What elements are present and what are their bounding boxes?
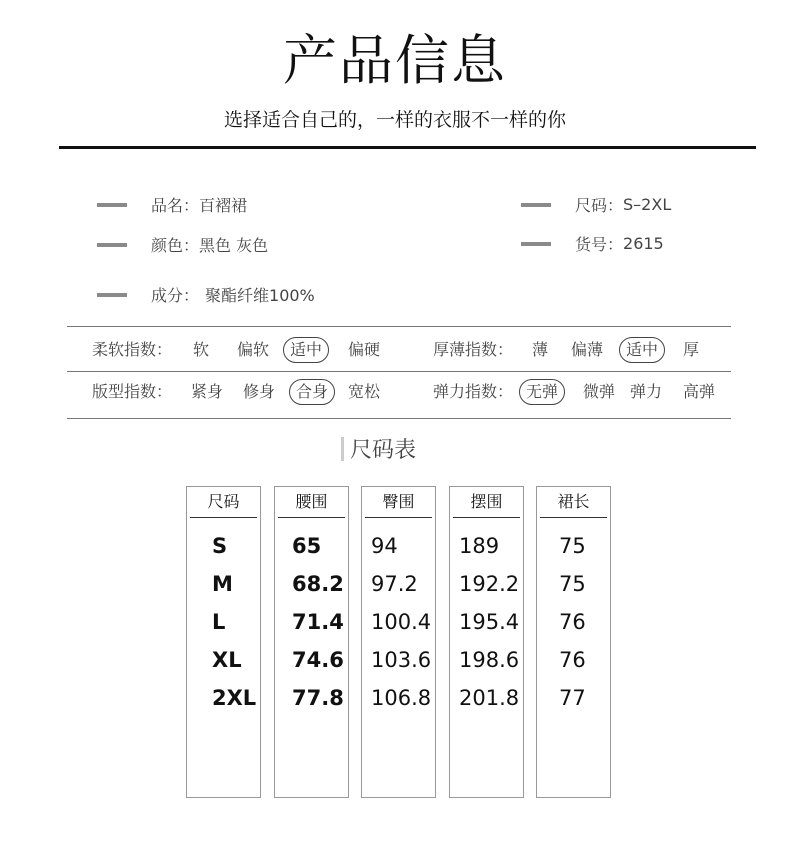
index-thickness xyxy=(433,335,733,365)
table-cell: 192.2 xyxy=(459,572,520,596)
table-cell: 94 xyxy=(371,534,398,558)
column-header: 摆围 xyxy=(453,487,520,518)
info-name-row xyxy=(97,193,247,216)
index-option-selected: 适中 xyxy=(619,337,665,363)
info-material-label: 成分： xyxy=(151,286,200,305)
header-divider xyxy=(59,146,756,149)
table-cell: 65 xyxy=(292,534,322,558)
info-color-label: 颜色： xyxy=(151,236,200,255)
index-label: 版型指数： xyxy=(92,382,173,401)
info-sku-value: 2615 xyxy=(623,234,664,253)
info-color-value: 黑色 灰色 xyxy=(199,236,269,255)
table-cell: 100.4 xyxy=(371,610,432,634)
column-header: 尺码 xyxy=(190,487,257,518)
table-cell: 201.8 xyxy=(459,686,520,710)
length-column xyxy=(536,486,611,798)
info-material-row xyxy=(97,283,315,306)
table-cell: 74.6 xyxy=(292,648,344,672)
info-sku-row xyxy=(521,232,664,255)
table-cell: 75 xyxy=(559,534,586,558)
index-option: 高弹 xyxy=(683,382,716,401)
info-material-value: 聚酯纤维100% xyxy=(205,286,315,305)
size-column xyxy=(186,486,261,798)
info-sku-label: 货号： xyxy=(575,235,624,254)
index-softness xyxy=(92,335,392,365)
index-option: 厚 xyxy=(683,340,700,359)
table-cell: 195.4 xyxy=(459,610,520,634)
indices-top-rule xyxy=(67,326,731,327)
index-option: 弹力 xyxy=(630,382,663,401)
index-label: 厚薄指数： xyxy=(433,340,514,359)
column-header: 腰围 xyxy=(278,487,345,518)
column-header: 裙长 xyxy=(540,487,607,518)
index-label: 弹力指数： xyxy=(433,382,514,401)
index-option: 软 xyxy=(193,340,210,359)
info-size-label: 尺码： xyxy=(575,196,624,215)
index-option: 偏硬 xyxy=(348,340,381,359)
hem-column xyxy=(449,486,524,798)
info-name-label: 品名： xyxy=(151,196,200,215)
index-label: 柔软指数： xyxy=(92,340,173,359)
indices-middle-rule xyxy=(67,371,731,372)
table-cell: 77.8 xyxy=(292,686,344,710)
index-option: 宽松 xyxy=(348,382,381,401)
table-cell: 75 xyxy=(559,572,586,596)
column-header: 臀围 xyxy=(365,487,432,518)
table-cell: XL xyxy=(212,648,242,672)
table-cell: 71.4 xyxy=(292,610,344,634)
size-chart-title: 尺码表 xyxy=(350,438,417,463)
bullet-dash xyxy=(521,203,551,207)
hip-column xyxy=(361,486,436,798)
index-option: 紧身 xyxy=(191,382,224,401)
info-name-value: 百褶裙 xyxy=(199,196,248,215)
index-option: 薄 xyxy=(532,340,549,359)
table-cell: 2XL xyxy=(212,686,257,710)
info-color-row xyxy=(97,233,268,256)
index-option: 偏软 xyxy=(237,340,270,359)
index-option-selected: 合身 xyxy=(289,379,335,405)
table-cell: 198.6 xyxy=(459,648,520,672)
info-size-row xyxy=(521,193,671,216)
bullet-dash xyxy=(97,293,127,297)
index-option-selected: 适中 xyxy=(283,337,329,363)
table-cell: L xyxy=(212,610,226,634)
table-cell: 189 xyxy=(459,534,500,558)
index-option-selected: 无弹 xyxy=(519,379,565,405)
index-fit xyxy=(92,377,392,407)
table-cell: 106.8 xyxy=(371,686,432,710)
bullet-dash xyxy=(97,243,127,247)
index-option: 偏薄 xyxy=(571,340,604,359)
table-cell: 77 xyxy=(559,686,586,710)
table-cell: 97.2 xyxy=(371,572,418,596)
page-title: 产品信息 xyxy=(283,29,507,92)
table-cell: 103.6 xyxy=(371,648,432,672)
size-chart-title-bar xyxy=(341,437,344,461)
info-size-value: S–2XL xyxy=(623,195,672,214)
index-elasticity xyxy=(433,377,733,407)
index-option: 微弹 xyxy=(583,382,616,401)
table-cell: 76 xyxy=(559,648,586,672)
indices-bottom-rule xyxy=(67,418,731,419)
table-cell: 76 xyxy=(559,610,586,634)
table-cell: 68.2 xyxy=(292,572,344,596)
table-cell: M xyxy=(212,572,233,596)
page-subtitle: 选择适合自己的，一样的衣服不一样的你 xyxy=(223,109,566,131)
table-cell: S xyxy=(212,534,228,558)
index-option: 修身 xyxy=(243,382,276,401)
bullet-dash xyxy=(521,242,551,246)
bullet-dash xyxy=(97,203,127,207)
waist-column xyxy=(274,486,349,798)
